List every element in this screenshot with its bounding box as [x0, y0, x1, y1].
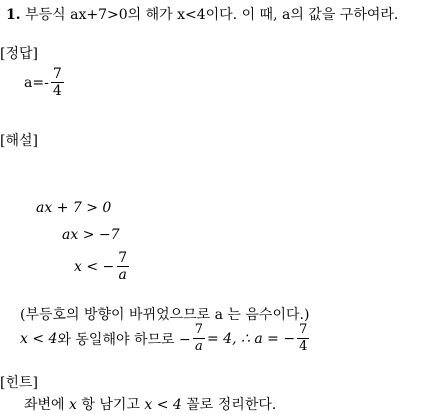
line2-part3: = 4, ∴ a = − — [207, 330, 296, 347]
line2-frac1-den: a — [194, 339, 203, 354]
line2-frac1-num: 7 — [194, 322, 203, 337]
line2-part2: 와 동일해야 하므로 − — [57, 331, 191, 348]
answer-numerator: 7 — [52, 66, 62, 82]
step-2: ax > −7 — [62, 227, 120, 243]
step-3-fraction — [116, 250, 129, 283]
answer-denominator: 4 — [52, 83, 62, 99]
hint-mid: 항 남기고 — [76, 397, 145, 413]
question-number: 1. — [6, 7, 21, 23]
line2-frac2-num: 7 — [299, 322, 308, 337]
hint-var: x — [69, 397, 77, 413]
step-3-numerator: 7 — [118, 250, 128, 266]
hint-text — [24, 394, 276, 414]
hint-ineq: x < 4 — [144, 397, 182, 413]
line2-fraction-1 — [193, 322, 205, 355]
answer-prefix: a=- — [24, 74, 49, 91]
answer-fraction — [51, 66, 64, 99]
line2-frac2-den: 4 — [299, 339, 308, 354]
hint-before: 좌변에 — [24, 397, 70, 413]
step-3-denominator: a — [118, 267, 127, 283]
answer-label: [정답] — [0, 46, 38, 62]
step-3-lhs: x < − — [74, 258, 115, 275]
hint-after: 꼴로 정리한다. — [181, 397, 277, 413]
answer-value — [24, 66, 66, 99]
line2-part1: x < 4 — [20, 330, 58, 347]
explanation-note: (부등호의 방향이 바뀌었으므로 a 는 음수이다.) — [20, 307, 310, 323]
line2-fraction-2 — [297, 322, 309, 355]
explanation-label: [해설] — [0, 133, 38, 149]
step-1: ax + 7 > 0 — [36, 200, 112, 216]
hint-label: [힌트] — [0, 375, 38, 391]
question-text: 부등식 ax+7>0의 해가 x<4이다. 이 때, a의 값을 구하여라. — [25, 7, 399, 23]
step-3 — [74, 250, 131, 283]
explanation-line2 — [20, 322, 311, 355]
question-line — [6, 4, 398, 24]
